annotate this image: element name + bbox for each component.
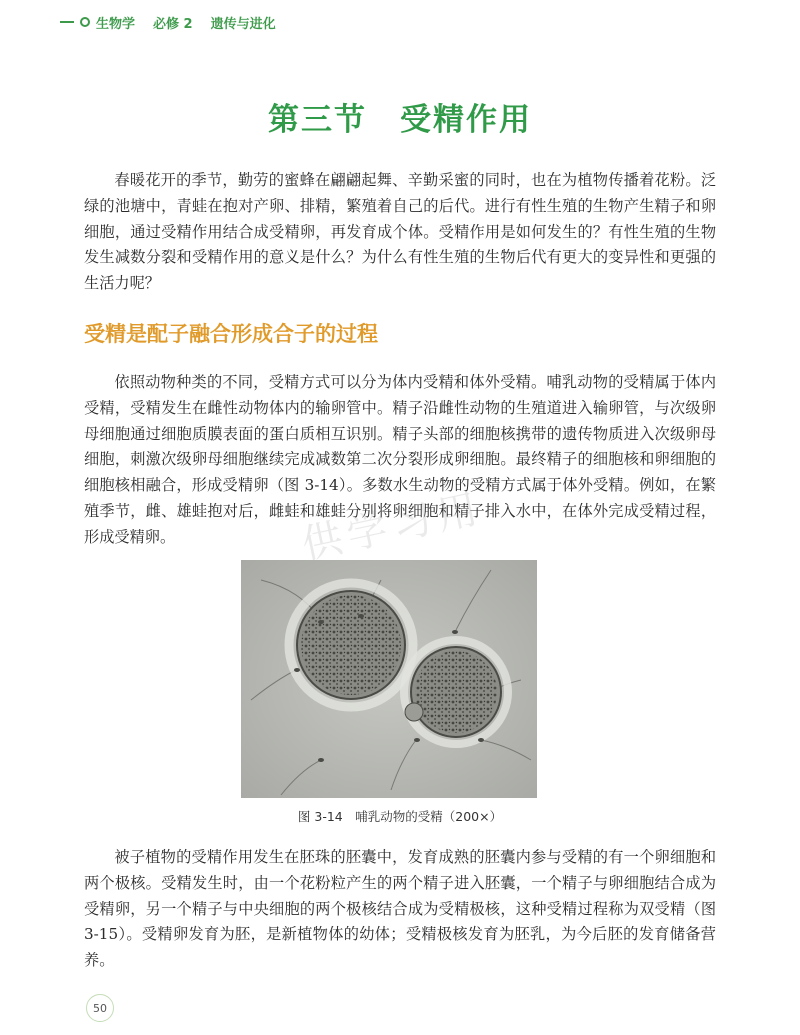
running-header <box>60 12 276 32</box>
header-line-decoration <box>60 21 74 23</box>
figure-caption: 图 3-14 哺乳动物的受精（200×） <box>297 809 503 824</box>
header-volume-title: 遗传与进化 <box>210 16 276 32</box>
watermark: 供学习用 <box>297 485 488 569</box>
figure-mammal-fertilization-micrograph <box>241 560 537 798</box>
intro-paragraph: 春暖花开的季节，勤劳的蜜蜂在翩翩起舞、辛勤采蜜的同时，也在为植物传播着花粉。泛绿的池塘中，青蛙在抱对产卵、排精，繁殖着自己的后代。进行有性生殖的生物产生精子和卵细胞，通过受精作用结合成受精卵，再发育成个体。受精作用是如何发生的？有性生殖的生物发生减数分裂和受精作用的意义是什么？为什么有性生殖的生物后代有更大的变异性和更强的生活力呢？ <box>84 171 716 293</box>
page-number: 50 <box>86 994 114 1022</box>
section-title: 第三节 受精作用 <box>268 102 532 138</box>
micrograph-illustration <box>241 560 537 798</box>
header-subject: 生物学 <box>96 16 136 32</box>
body-paragraph-double-fertilization: 被子植物的受精作用发生在胚珠的胚囊中，发育成熟的胚囊内参与受精的有一个卵细胞和两个极核。受精发生时，由一个花粉粒产生的两个精子进入胚囊，一个精子与卵细胞结合成为受精卵，另一个精子与中央细胞的两个极核结合成为受精极核，这种受精过程称为双受精（图 3-15）。受精卵发育为胚，是新植物体的幼体；受精极核发育为胚乳，为今后胚的发育储备营养。 <box>84 848 716 970</box>
header-circle-icon <box>80 17 90 27</box>
subsection-heading: 受精是配子融合形成合子的过程 <box>84 322 378 346</box>
body-paragraph-fertilization: 依照动物种类的不同，受精方式可以分为体内受精和体外受精。哺乳动物的受精属于体内受精，受精发生在雌性动物体内的输卵管中。精子沿雌性动物的生殖道进入输卵管，与次级卵母细胞通过细胞质膜表面的蛋白质相互识别。精子头部的细胞核携带的遗传物质进入次级卵母细胞，刺激次级卵母细胞继续完成减数第二次分裂形成卵细胞。最终精子的细胞核和卵细胞的细胞核相融合，形成受精卵（图 3-14）。多数水生动物的受精方式属于体外受精。例如，在繁殖季节，雌、雄蛙抱对后，雌蛙和雄蛙分别将卵细胞和精子排入水中，在体外完成受精过程，形成受精卵。 <box>84 373 716 546</box>
header-book: 必修 2 <box>153 16 193 32</box>
